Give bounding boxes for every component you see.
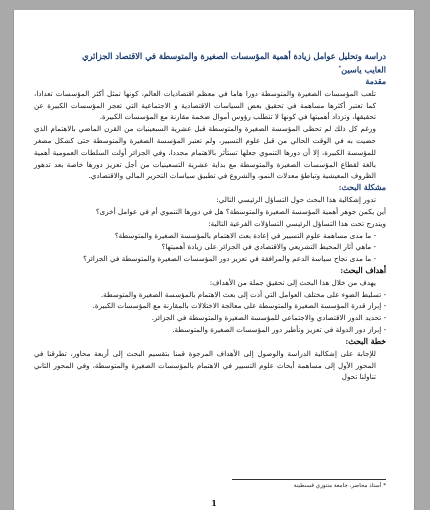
- goal-text: تسليط الضوء على مختلف العوامل التي أدت إلى بعث الاهتمام بالمؤسسة الصغيرة والمتوسطة.: [100, 289, 382, 299]
- sub-question-item: - ما مدى نجاح سياسة الدعم والمرافقة في تعزيز دور المؤسسات الصغيرة والمتوسطة في الجزائر؟: [83, 254, 376, 264]
- goal-text: إبراز قدرة المؤسسة الصغيرة والمتوسطة على معالجة الاختلالات بالمقارنة مع المؤسسات الكبيرة.: [92, 301, 382, 311]
- intro-heading: مقدمة: [365, 76, 386, 86]
- goal-text: إبراز دور الدولة في تعزيز وتأطير دور المؤسسات الصغيرة والمتوسطة.: [172, 325, 382, 335]
- goals-heading: أهداف البحث:: [340, 265, 386, 275]
- sub-question-text: ماهي أثار المحيط التشريعي والاقتصادي في الجزائر على زيادة أهميتها؟: [161, 242, 372, 252]
- goal-item: - إبراز قدرة المؤسسة الصغيرة والمتوسطة على معالجة الاختلالات بالمقارنة مع المؤسسات الكبيرة.: [92, 301, 386, 311]
- plan-heading: خطة البحث:: [345, 336, 386, 346]
- footnote: * أستاذ محاضر، جامعة منتوري قسنطينة: [293, 483, 386, 489]
- goal-item: - تحديد الدور الاقتصادي والاجتماعي للمؤسسة الصغيرة والمتوسطة في الجزائر.: [151, 313, 386, 323]
- author-name: العايب ياسين: [341, 64, 386, 75]
- main-question: أين يكمن جوهر أهمية المؤسسة الصغيرة والمتوسطة؟ هل في دورها التنموي أم في عوامل أخرى؟: [95, 206, 386, 216]
- page-content: [34, 50, 386, 383]
- problem-intro: تدور إشكالية هذا البحث حول التساؤل الرئيسي التالي:: [216, 195, 376, 205]
- goal-item: - تسليط الضوء على مختلف العوامل التي أدت إلى بعث الاهتمام بالمؤسسة الصغيرة والمتوسطة.: [100, 289, 386, 299]
- goal-item: - إبراز دور الدولة في تعزيز وتأطير دور المؤسسات الصغيرة والمتوسطة.: [172, 325, 386, 335]
- page-number: 1: [211, 498, 217, 508]
- sub-question-item: - ماهي أثار المحيط التشريعي والاقتصادي في الجزائر على زيادة أهميتها؟: [161, 242, 376, 252]
- goals-intro: يهدف من خلال هذا البحث إلى تحقيق جملة من الأهداف:: [209, 277, 376, 287]
- plan-paragraph: للإجابة على إشكالية الدراسة والوصول إلى الأهداف المرجوة قمنا بتقسيم البحث إلى أربعة محاور، تطرقنا في المحور الأول إلى مساهمة أبحاث علوم التسيير في الاهتمام بالمؤسسات الصغيرة والمتوسطة، وفي المحور الثاني تناولنا تحول: [34, 348, 376, 382]
- author-footnote-mark: *: [338, 65, 342, 71]
- author-line: [34, 62, 386, 76]
- intro-paragraph-1: تلعب المؤسسات الصغيرة والمتوسطة دورا هاما في معظم اقتصاديات العالم، كونها تمثل أكثر المؤسسات تعدادا، كما تعتبر أكثرها مساهمة في تحقيق بعض السياسات الاقتصادية و الاجتماعية التي تعجز المؤسسات الكبيرة عن تحقيقها، وتزداد أهميتها في كونها لا تتطلب رؤوس أموال ضخمة مقارنة مع المؤسسات الكبيرة.: [34, 88, 376, 122]
- goal-text: تحديد الدور الاقتصادي والاجتماعي للمؤسسة الصغيرة والمتوسطة في الجزائر.: [151, 313, 382, 323]
- problem-heading: مشكلة البحث:: [338, 183, 386, 193]
- paper-title: دراسة وتحليل عوامل زيادة أهمية المؤسسات الصغيرة والمتوسطة في الاقتصاد الجزائري: [81, 51, 386, 61]
- footnote-divider: [232, 479, 386, 480]
- sub-questions-intro: ويندرج تحت هذا التساؤل الرئيسي التساؤلات الفرعية التالية:: [208, 218, 386, 228]
- sub-question-text: ما مدى مساهمة علوم التسيير في إعادة بعث الاهتمام بالمؤسسة الصغيرة والمتوسطة؟: [114, 230, 372, 240]
- intro-paragraph-2: ورغم كل ذلك لم تحظى المؤسسة الصغيرة والمتوسطة قبل عشرية السبعينيات من القرن الماضي بالاهتمام الذي حضيت به في الوقت الحالي من قبل علوم التسيير، ولم تعتبر المؤسسة الصغيرة والمتوسطة حتى كشكل مصغر للمؤسسة الكبيرة، إلا أن دورها التنموي جعلها تستأثر بالاهتمام مجددا، وفي الجزائر أولت السلطات العمومية أهمية بالغة لقطاع المؤسسات الصغيرة والمتوسطة مع بداية عشرية التسعينيات من أجل تعزيز دورها خاصة بعد تدهور الظروف المعيشية وتباطؤ معدلات النمو، والشروع في تطبيق سياسات التحرير المالي والاقتصادي.: [34, 124, 376, 181]
- sub-question-item: - ما مدى مساهمة علوم التسيير في إعادة بعث الاهتمام بالمؤسسة الصغيرة والمتوسطة؟: [114, 230, 376, 240]
- sub-question-text: ما مدى نجاح سياسة الدعم والمرافقة في تعزيز دور المؤسسات الصغيرة والمتوسطة في الجزائر؟: [83, 254, 372, 264]
- document-page: [14, 10, 414, 510]
